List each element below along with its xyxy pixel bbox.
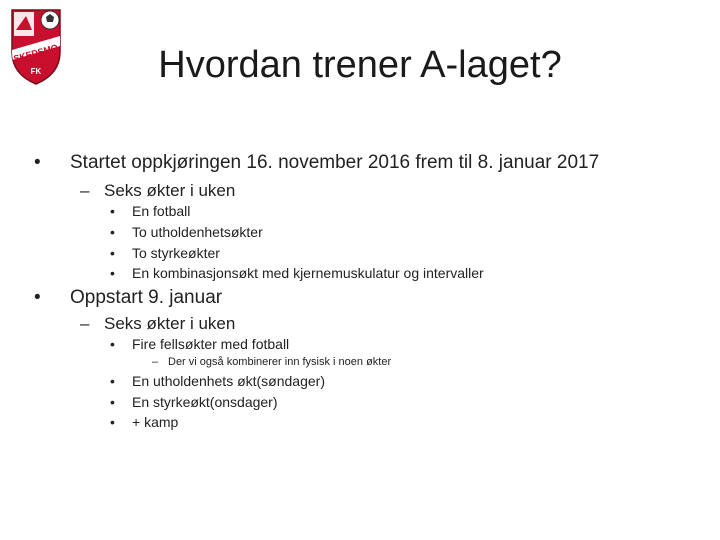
bullet-text: To utholdenhetsøkter [132, 224, 263, 240]
bullet-text: En kombinasjonsøkt med kjernemuskulatur og intervaller [132, 265, 484, 281]
logo-text: SKEDSMO [12, 42, 60, 64]
bullet-text: To styrkeøkter [132, 245, 220, 261]
sub-sub-bullet-item [110, 373, 325, 389]
logo-subtext: FK [30, 67, 42, 76]
bullet-dot-icon: • [110, 394, 115, 410]
bullet-item [34, 152, 599, 174]
slide-title: Hvordan trener A-laget? [158, 44, 562, 86]
bullet-text: Seks økter i uken [104, 181, 236, 200]
sub-sub-bullet-item [110, 245, 220, 261]
bullet-text: En utholdenhets økt(søndager) [132, 373, 325, 389]
bullet-dot-icon: • [110, 245, 115, 261]
bullet-dot-icon: • [110, 373, 115, 389]
sub-sub-bullet-item [110, 394, 278, 410]
bullet-text: Seks økter i uken [104, 314, 236, 333]
bullet-text: Oppstart 9. januar [70, 287, 223, 308]
bullet-dot-icon: • [110, 414, 115, 430]
dash-bullet-icon: – [80, 314, 90, 333]
sub-sub-bullet-item [110, 203, 190, 219]
sub-bullet-item [80, 314, 235, 334]
bullet-dot-icon: • [110, 265, 115, 281]
bullet-item [34, 287, 222, 309]
bullet-dot-icon: • [34, 152, 41, 173]
sub-bullet-item [80, 181, 235, 201]
bullet-dot-icon: • [110, 224, 115, 240]
bullet-text: En styrkeøkt(onsdager) [132, 394, 278, 410]
bullet-text: Der vi også kombinerer inn fysisk i noen økter [168, 356, 392, 368]
dash-bullet-icon: – [80, 181, 90, 200]
bullet-text: + kamp [132, 414, 179, 430]
bullet-text: Fire fellsøkter med fotball [132, 336, 290, 352]
sub-sub-bullet-item [110, 336, 289, 352]
bullet-text: En fotball [132, 203, 191, 219]
bullet-dot-icon: • [110, 336, 115, 352]
fourth-level-bullet-item [152, 356, 391, 368]
sub-sub-bullet-item [110, 265, 484, 281]
sub-sub-bullet-item [110, 224, 263, 240]
dash-bullet-icon: – [152, 356, 159, 368]
bullet-dot-icon: • [34, 287, 41, 308]
sub-sub-bullet-item [110, 414, 178, 430]
bullet-dot-icon: • [110, 203, 115, 219]
bullet-text: Startet oppkjøringen 16. november 2016 frem til 8. januar 2017 [70, 152, 600, 173]
